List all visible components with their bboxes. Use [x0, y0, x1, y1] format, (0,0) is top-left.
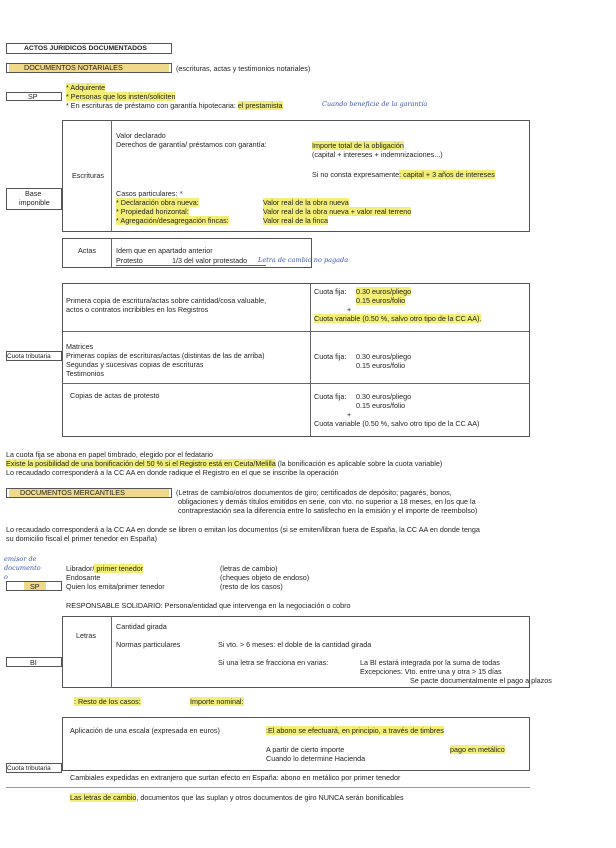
letras-cambio-line [70, 793, 404, 802]
casos-particulares-text: Casos particulares: [116, 189, 178, 198]
normas-particulares: Normas particulares [116, 640, 181, 649]
mercantiles-cuota-label: Cuota tributaria [7, 765, 51, 772]
protesto-handwritten: Letra de cambio no pagada [258, 256, 349, 264]
sp-line-adquirente: * Adquirente [66, 83, 106, 92]
cuota-row1-fija-label: Cuota fija: [314, 287, 347, 296]
sp-row-emita: Quien los emita/primer tenedor [66, 582, 165, 591]
sp-line-escrituras-text: * En escrituras de préstamo con garantía hipotecaria: [66, 101, 238, 110]
mercantiles-note-3: contraprestación sea la diferencia entre lo satisfecho en la emisión y el importe de reembolso) [178, 506, 478, 515]
la-bi: La BI estará integrada por la suma de todas [360, 658, 500, 667]
pago-metalico: pago en metálico [450, 745, 505, 754]
cuota-row1-fija-1: 0.30 euros/pliego [356, 287, 412, 296]
protesto-label: Protesto [116, 256, 143, 265]
cuota-row3-variable: Cuota variable (0.50 %, salvo otro tipo de la CC AA) [314, 419, 480, 428]
si-vto: Si vto. > 6 meses: el doble de la cantidad girada [218, 640, 372, 649]
cuota-row1-divider [62, 331, 530, 332]
importe-desc: (capital + intereses + indemnizaciones...) [312, 150, 443, 159]
sp-row-endosante-right: (cheques objeto de endoso) [220, 573, 310, 582]
caso-label-obra-nueva: * Declaración obra nueva: [116, 198, 199, 207]
notariales-heading-note: (escrituras, actas y testimonios notariales) [176, 64, 311, 73]
base-label-1: Base [25, 189, 42, 198]
se-pacte: Se pacte documentalmente el pago a plazos [410, 676, 552, 685]
mercantiles-handwritten-3: o [4, 573, 8, 581]
sp-row-librador-highlight: primer tenedor [94, 564, 144, 573]
caso-value-agregacion: Valor real de la finca [263, 216, 328, 225]
cambiales-line: Cambiales expedidas en extranjero que surtan efecto en España: abono en metálico por primer tenedor [70, 773, 401, 782]
cuota-label: Cuota tributaria [7, 353, 51, 360]
page-title: ACTOS JURIDICOS DOCUMENTADOS [24, 45, 147, 52]
sp-handwritten-note: Cuando beneficie de la garantía [322, 100, 428, 108]
valor-declarado: Valor declarado [116, 131, 166, 140]
abono-timbres: :El abono se efectuará, en principio, a través de timbres [266, 726, 444, 735]
note-cuota-fija: La cuota fija se abona en papel timbrado, elegido por el fedatario [6, 450, 213, 459]
actas-divider [111, 238, 112, 268]
mercantiles-recaudado-2: su domicilio fiscal el primer tenedor en España) [6, 534, 158, 543]
sp-label: SP [28, 92, 38, 101]
bi-letras-divider [111, 616, 112, 688]
actas-line1: Idem que en apartado anterior [116, 246, 213, 255]
importe-nominal: Importe nominal: [190, 697, 244, 706]
bottom-rule [6, 787, 530, 788]
cuando-determine: Cuando lo determine Hacienda [266, 754, 366, 763]
sp-prestamista: el prestamista [237, 101, 283, 110]
note-bonificacion [6, 459, 442, 468]
cuota-row2-fija-1: 0.30 euros/pliego [356, 352, 412, 361]
a-partir-importe: A partir de cierto importe [266, 745, 345, 754]
cantidad-girada: Cantidad girada [116, 622, 167, 631]
letras-cambio-highlight: Las letras de cambio [70, 793, 137, 802]
resto-casos: : Resto de los casos: [74, 697, 141, 706]
cuota-row1-line2: actos o contratos incribibles en los Registros [66, 305, 209, 314]
cuota-table-divider [310, 283, 311, 437]
note-bonificacion-highlight: Existe la posibilidad de una bonificación del 50 % si el Registro está en Ceuta/Melilla [6, 459, 276, 468]
note-recaudado: Lo recaudado corresponderá a la CC AA en donde radique el Registro en el que se inscribe la operación [6, 468, 339, 477]
importe-total: Importe total de la obligación [312, 141, 404, 150]
letras-cambio-rest: , documentos que las suplan y otros documentos de giro NUNCA serán bonificables [136, 793, 404, 802]
mercantiles-note-1: (Letras de cambio/otros documentos de giro; certificados de depósito; pagarés, bonos, [176, 488, 452, 497]
sp-line-escrituras [66, 101, 283, 110]
cuota-row1-line1: Primera copia de escritura/actas sobre cantidad/cosa valuable, [66, 296, 267, 305]
aplicacion-escala: Aplicación de una escala (expresada en euros) [70, 726, 220, 735]
sp-line-personas: * Personas que los insten/soliciten [66, 92, 176, 101]
cuota-row1-plus: + [347, 305, 352, 314]
cuota-row2-line2: Primeras copias de escrituras/actas (distintas de las de arriba) [66, 351, 265, 360]
si-no-consta [312, 170, 495, 179]
sp-row-endosante: Endosante [66, 573, 101, 582]
escrituras-divider [111, 120, 112, 232]
cuota-row1-fija-2: 0.15 euros/folio [356, 296, 406, 305]
cuota-row3-fija-2: 0.15 euros/folio [356, 401, 406, 410]
si-no-consta-text: Si no consta expresamente [312, 170, 400, 179]
mercantiles-handwritten-2: documento [4, 564, 41, 572]
cuota-row3-text: Copias de actas de protesto [70, 391, 160, 400]
si-no-consta-highlight: : capital + 3 años de intereses [399, 170, 495, 179]
cuota-row3-fija-label: Cuota fija: [314, 392, 347, 401]
cuota-row1-variable: Cuota variable (0.50 %, salvo otro tipo de la CC AA). [314, 314, 482, 323]
caso-label-propiedad-horizontal: * Propiedad horizontal: [116, 207, 189, 216]
caso-value-propiedad-horizontal: Valor real de la obra nueva + valor real terreno [263, 207, 412, 216]
cuota-row2-divider [62, 383, 530, 384]
mercantiles-recaudado-1: Lo recaudado corresponderá a la CC AA en donde se libren o emitan los documentos (si se emiten/libran fuera de España, la CC AA en donde tenga [6, 525, 480, 534]
cuota-row2-fija-2: 0.15 euros/folio [356, 361, 406, 370]
cuota-row2-fija-label: Cuota fija: [314, 352, 347, 361]
bi-label: BI [30, 658, 37, 667]
mercantiles-heading: DOCUMENTOS MERCANTILES [20, 488, 125, 497]
cuota-row2-line3: Segundas y sucesivas copias de escrituras [66, 360, 204, 369]
cuota-row2-line1: Matrices [66, 342, 94, 351]
mercantiles-sp-label: SP [30, 582, 40, 591]
protesto-value: 1/3 del valor protestado [172, 256, 248, 265]
cuota-row2-line4: Testimonios [66, 369, 104, 378]
caso-label-agregacion: * Agregación/desagregación fincas: [116, 216, 229, 225]
cuota-row3-plus: + [347, 410, 352, 419]
derechos-garantia: Derechos de garantía/ préstamos con garantía: [116, 140, 267, 149]
si-fracciona: Si una letra se fracciona en varias: [218, 658, 329, 667]
notariales-heading: DOCUMENTOS NOTARIALES [24, 63, 123, 72]
responsable-solidario: RESPONSABLE SOLIDARIO: Persona/entidad que intervenga en la negociación o cobro [66, 601, 351, 610]
protesto-underline [116, 265, 266, 266]
mercantiles-handwritten-1: emisor de [4, 555, 37, 563]
escrituras-label: Escrituras [72, 171, 104, 180]
casos-mark: * [179, 190, 183, 198]
sp-row-librador [66, 564, 143, 573]
mercantiles-note-2: obligaciones y demás títulos emitidos en serie, con vto. no superior a 18 meses, en los que la [178, 497, 476, 506]
sp-row-librador-right: (letras de cambio) [220, 564, 278, 573]
actas-label: Actas [78, 246, 96, 255]
base-label-2: imponible [19, 198, 50, 207]
cuota-row3-fija-1: 0.30 euros/pliego [356, 392, 412, 401]
letras-label: Letras [76, 631, 96, 640]
excepciones: Excepciones: Vto. entre una y otra > 15 días [360, 667, 502, 676]
note-bonificacion-rest: (la bonificación es aplicable sobre la cuota variable) [275, 459, 443, 468]
caso-value-obra-nueva: Valor real de la obra nueva [263, 198, 349, 207]
sp-row-emita-right: (resto de los casos) [220, 582, 283, 591]
sp-row-librador-text: Librador/ [66, 564, 95, 573]
